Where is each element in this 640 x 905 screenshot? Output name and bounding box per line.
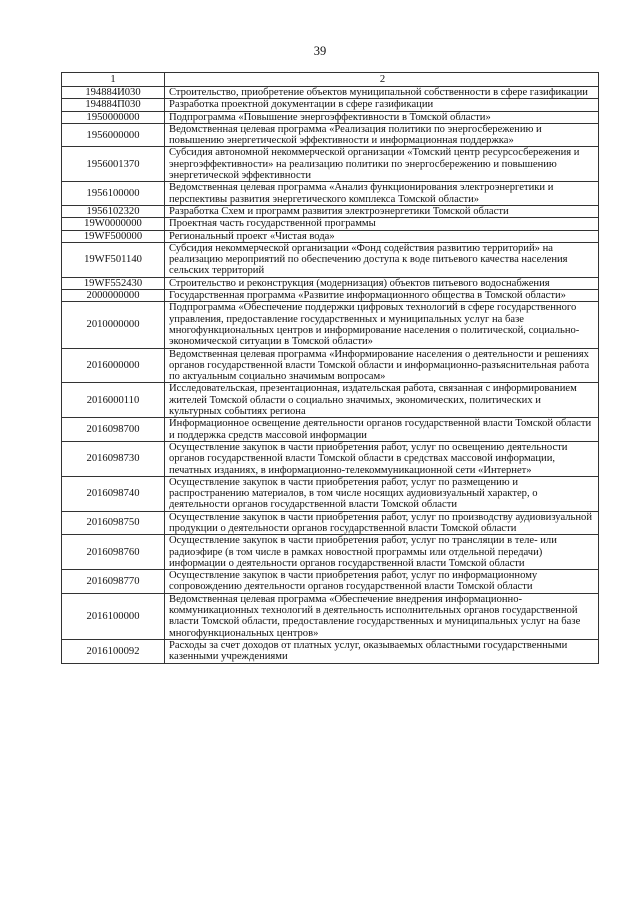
row-code: 1956100000: [62, 182, 165, 206]
table-row: [62, 242, 599, 277]
row-name: Ведомственная целевая программа «Реализация политики по энергосбережению и повышению энергетической эффективности и информационная поддержка»: [165, 123, 599, 147]
row-code: 2016098740: [62, 476, 165, 511]
row-code: 19WF552430: [62, 277, 165, 289]
table-row: [62, 535, 599, 570]
table-row: [62, 147, 599, 182]
table-row: [62, 230, 599, 242]
row-code: 1956000000: [62, 123, 165, 147]
table-row: [62, 218, 599, 230]
table-row: [62, 383, 599, 418]
row-name: Субсидия автономной некоммерческой организации «Томский центр ресурсосбережения и энергоэффективности» на реализацию политики по энергосбережению и повышению энергетической эффективности: [165, 147, 599, 182]
table-row: [62, 182, 599, 206]
budget-code-table: [61, 72, 599, 664]
row-code: 2016100092: [62, 639, 165, 663]
table-row: [62, 348, 599, 383]
table-row: [62, 511, 599, 535]
row-code: 194884П030: [62, 99, 165, 111]
row-name: Исследовательская, презентационная, издательская работа, связанная с информированием жителей Томской области о социально значимых, экономических, политических и культурных событиях региона: [165, 383, 599, 418]
table-header-row: [62, 73, 599, 87]
row-code: 2010000000: [62, 302, 165, 348]
row-name: Строительство и реконструкция (модернизация) объектов питьевого водоснабжения: [165, 277, 599, 289]
row-code: 194884И030: [62, 87, 165, 99]
table-row: [62, 87, 599, 99]
row-name: Разработка проектной документации в сфере газификации: [165, 99, 599, 111]
row-name: Разработка Схем и программ развития электроэнергетики Томской области: [165, 205, 599, 217]
row-name: Ведомственная целевая программа «Анализ функционирования электроэнергетики и перспективы развития энергетического комплекса Томской области»: [165, 182, 599, 206]
row-name: Подпрограмма «Повышение энергоэффективности в Томской области»: [165, 111, 599, 123]
row-name: Осуществление закупок в части приобретения работ, услуг по информационному сопровождению деятельности органов государственной власти Томской области: [165, 570, 599, 594]
row-code: 2016098760: [62, 535, 165, 570]
row-code: 2016098770: [62, 570, 165, 594]
row-code: 19W0000000: [62, 218, 165, 230]
table-body: [62, 73, 599, 664]
row-name: Ведомственная целевая программа «Информирование населения о деятельности и решениях органов государственной власти Томской области и информационно-разъяснительная работа по актуальным социально значимым вопросам»: [165, 348, 599, 383]
row-code: 19WF501140: [62, 242, 165, 277]
header-col-name: 2: [165, 73, 599, 87]
row-name: Региональный проект «Чистая вода»: [165, 230, 599, 242]
row-code: 1950000000: [62, 111, 165, 123]
table-row: [62, 476, 599, 511]
row-name: Проектная часть государственной программы: [165, 218, 599, 230]
row-code: 2016098700: [62, 418, 165, 442]
row-name: Информационное освещение деятельности органов государственной власти Томской области и поддержка средств массовой информации: [165, 418, 599, 442]
row-code: 2016100000: [62, 593, 165, 639]
row-name: Осуществление закупок в части приобретения работ, услуг по производству аудиовизуальной продукции о деятельности органов государственной власти Томской области: [165, 511, 599, 535]
row-code: 19WF500000: [62, 230, 165, 242]
row-code: 2000000000: [62, 290, 165, 302]
table-row: [62, 205, 599, 217]
row-code: 2016098750: [62, 511, 165, 535]
table-row: [62, 99, 599, 111]
row-name: Строительство, приобретение объектов муниципальной собственности в сфере газификации: [165, 87, 599, 99]
row-name: Расходы за счет доходов от платных услуг, оказываемых областными государственными казенными учреждениями: [165, 639, 599, 663]
row-name: Субсидия некоммерческой организации «Фонд содействия развитию территорий» на реализацию мероприятий по обеспечению доступа к воде питьевого качества населения сельских территорий: [165, 242, 599, 277]
row-name: Государственная программа «Развитие информационного общества в Томской области»: [165, 290, 599, 302]
table-row: [62, 418, 599, 442]
row-name: Осуществление закупок в части приобретения работ, услуг по трансляции в теле- или радиоэфире (в том числе в рамках новостной программы или отдельной передачи) информации о деятельности органов государственной власти Томской области: [165, 535, 599, 570]
table-row: [62, 570, 599, 594]
table-row: [62, 593, 599, 639]
row-code: 1956102320: [62, 205, 165, 217]
row-name: Ведомственная целевая программа «Обеспечение внедрения информационно-коммуникационных технологий в деятельность исполнительных органов государственной власти Томской области, предоставление государственных и муниципальных услуг на базе многофункциональных центров»: [165, 593, 599, 639]
row-code: 2016000110: [62, 383, 165, 418]
table-row: [62, 441, 599, 476]
table-row: [62, 111, 599, 123]
row-name: Подпрограмма «Обеспечение поддержки цифровых технологий в сфере государственного управления, предоставление государственных и муниципальных услуг на базе многофункциональных центров и информирование населения о политической, социально-экономической ситуации в Томской области»: [165, 302, 599, 348]
table-row: [62, 290, 599, 302]
header-col-code: 1: [62, 73, 165, 87]
table-row: [62, 639, 599, 663]
table-row: [62, 123, 599, 147]
row-code: 2016098730: [62, 441, 165, 476]
page-number: 39: [313, 44, 327, 58]
table-row: [62, 302, 599, 348]
row-code: 1956001370: [62, 147, 165, 182]
table-row: [62, 277, 599, 289]
row-code: 2016000000: [62, 348, 165, 383]
row-name: Осуществление закупок в части приобретения работ, услуг по размещению и распространению материалов, в том числе носящих аудиовизуальный характер, о деятельности органов государственной власти Томской области: [165, 476, 599, 511]
row-name: Осуществление закупок в части приобретения работ, услуг по освещению деятельности органов государственной власти Томской области в средствах массовой информации, печатных изданиях, в информационно-телекоммуникационной сети «Интернет»: [165, 441, 599, 476]
